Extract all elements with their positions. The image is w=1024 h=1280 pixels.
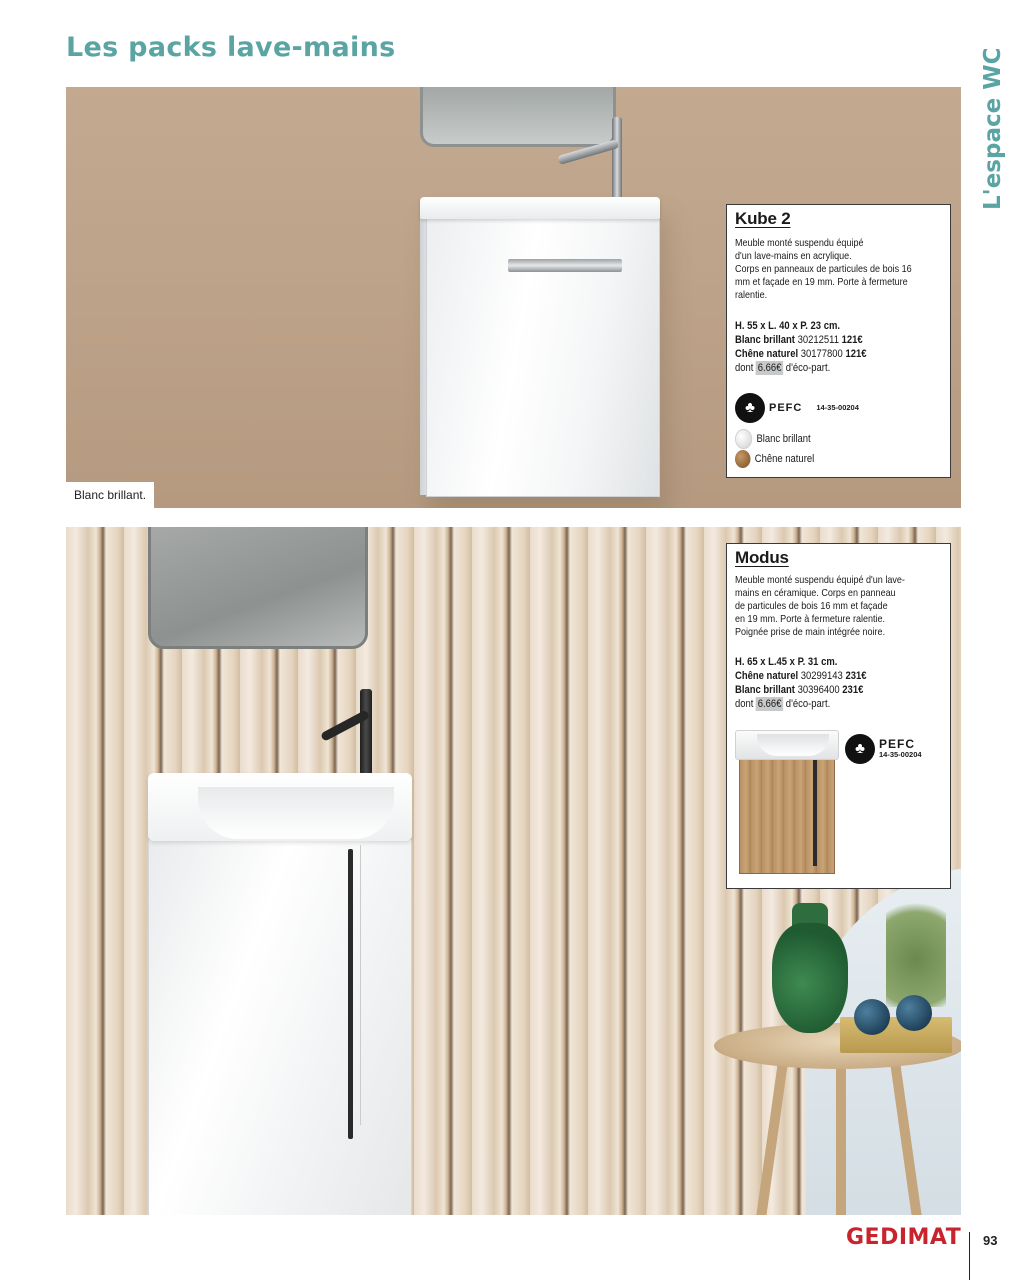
price-row: Blanc brillant 30396400 231€ — [735, 684, 864, 696]
faucet-image — [360, 689, 372, 775]
footer-divider — [969, 1232, 970, 1280]
eco-part-row: dont 6.66€ d'éco-part. — [735, 698, 831, 710]
vase-image — [772, 923, 848, 1033]
product-specs — [735, 319, 950, 375]
pefc-certification: ♣ PEFC 14-35-00204 — [845, 734, 922, 764]
photo-caption: Blanc brillant. — [66, 482, 154, 508]
modus-info-box — [726, 543, 951, 889]
swatch-chene-naturel: Chêne naturel — [735, 450, 814, 468]
pefc-tree-icon: ♣ — [845, 734, 875, 764]
mirror-image — [420, 87, 616, 147]
page-number: 93 — [983, 1233, 998, 1248]
product-description: Meuble monté suspendu équipé d'un lave- mains en céramique. Corps en panneau de particules de bois 16 mm et façade en 19 mm. Porte à fermeture ralentie. Poignée prise de main intégrée noire. — [735, 574, 905, 638]
white-swatch-icon — [735, 429, 752, 449]
dimensions: H. 55 x L. 40 x P. 23 cm. — [735, 320, 841, 332]
section-tab: L'espace WC — [980, 47, 1006, 210]
swatch-blanc-brillant: Blanc brillant — [735, 429, 811, 449]
price-row: Chêne naturel 30177800 121€ — [735, 348, 867, 360]
product-description: Meuble monté suspendu équipé d'un lave-mains en acrylique. Corps en panneaux de particules de bois 16 mm et façade en 19 mm. Porte à fermeture ralentie. — [735, 237, 912, 301]
eco-part-row: dont 6.66€ d'éco-part. — [735, 362, 831, 374]
product-title: Modus — [735, 548, 789, 567]
faucet-image — [612, 117, 622, 199]
brand-logo: GEDIMAT — [846, 1225, 962, 1250]
page-title: Les packs lave-mains — [66, 32, 396, 63]
kube-info-box — [726, 204, 951, 478]
cabinet-handle-image — [508, 259, 622, 272]
oak-swatch-icon — [735, 450, 750, 468]
price-row: Chêne naturel 30299143 231€ — [735, 670, 867, 682]
pefc-certification: ♣ PEFC 14-35-00204 — [735, 393, 859, 423]
cabinet-handle-image — [348, 849, 353, 1139]
modus-cabinet-image — [148, 839, 412, 1215]
product-specs — [735, 655, 950, 711]
mirror-image — [148, 527, 368, 649]
pefc-tree-icon: ♣ — [735, 393, 765, 423]
kube-basin-image — [420, 197, 660, 219]
product-title: Kube 2 — [735, 209, 791, 228]
dimensions: H. 65 x L.45 x P. 31 cm. — [735, 656, 838, 668]
price-row: Blanc brillant 30212511 121€ — [735, 334, 863, 346]
modus-oak-thumbnail — [735, 730, 837, 875]
